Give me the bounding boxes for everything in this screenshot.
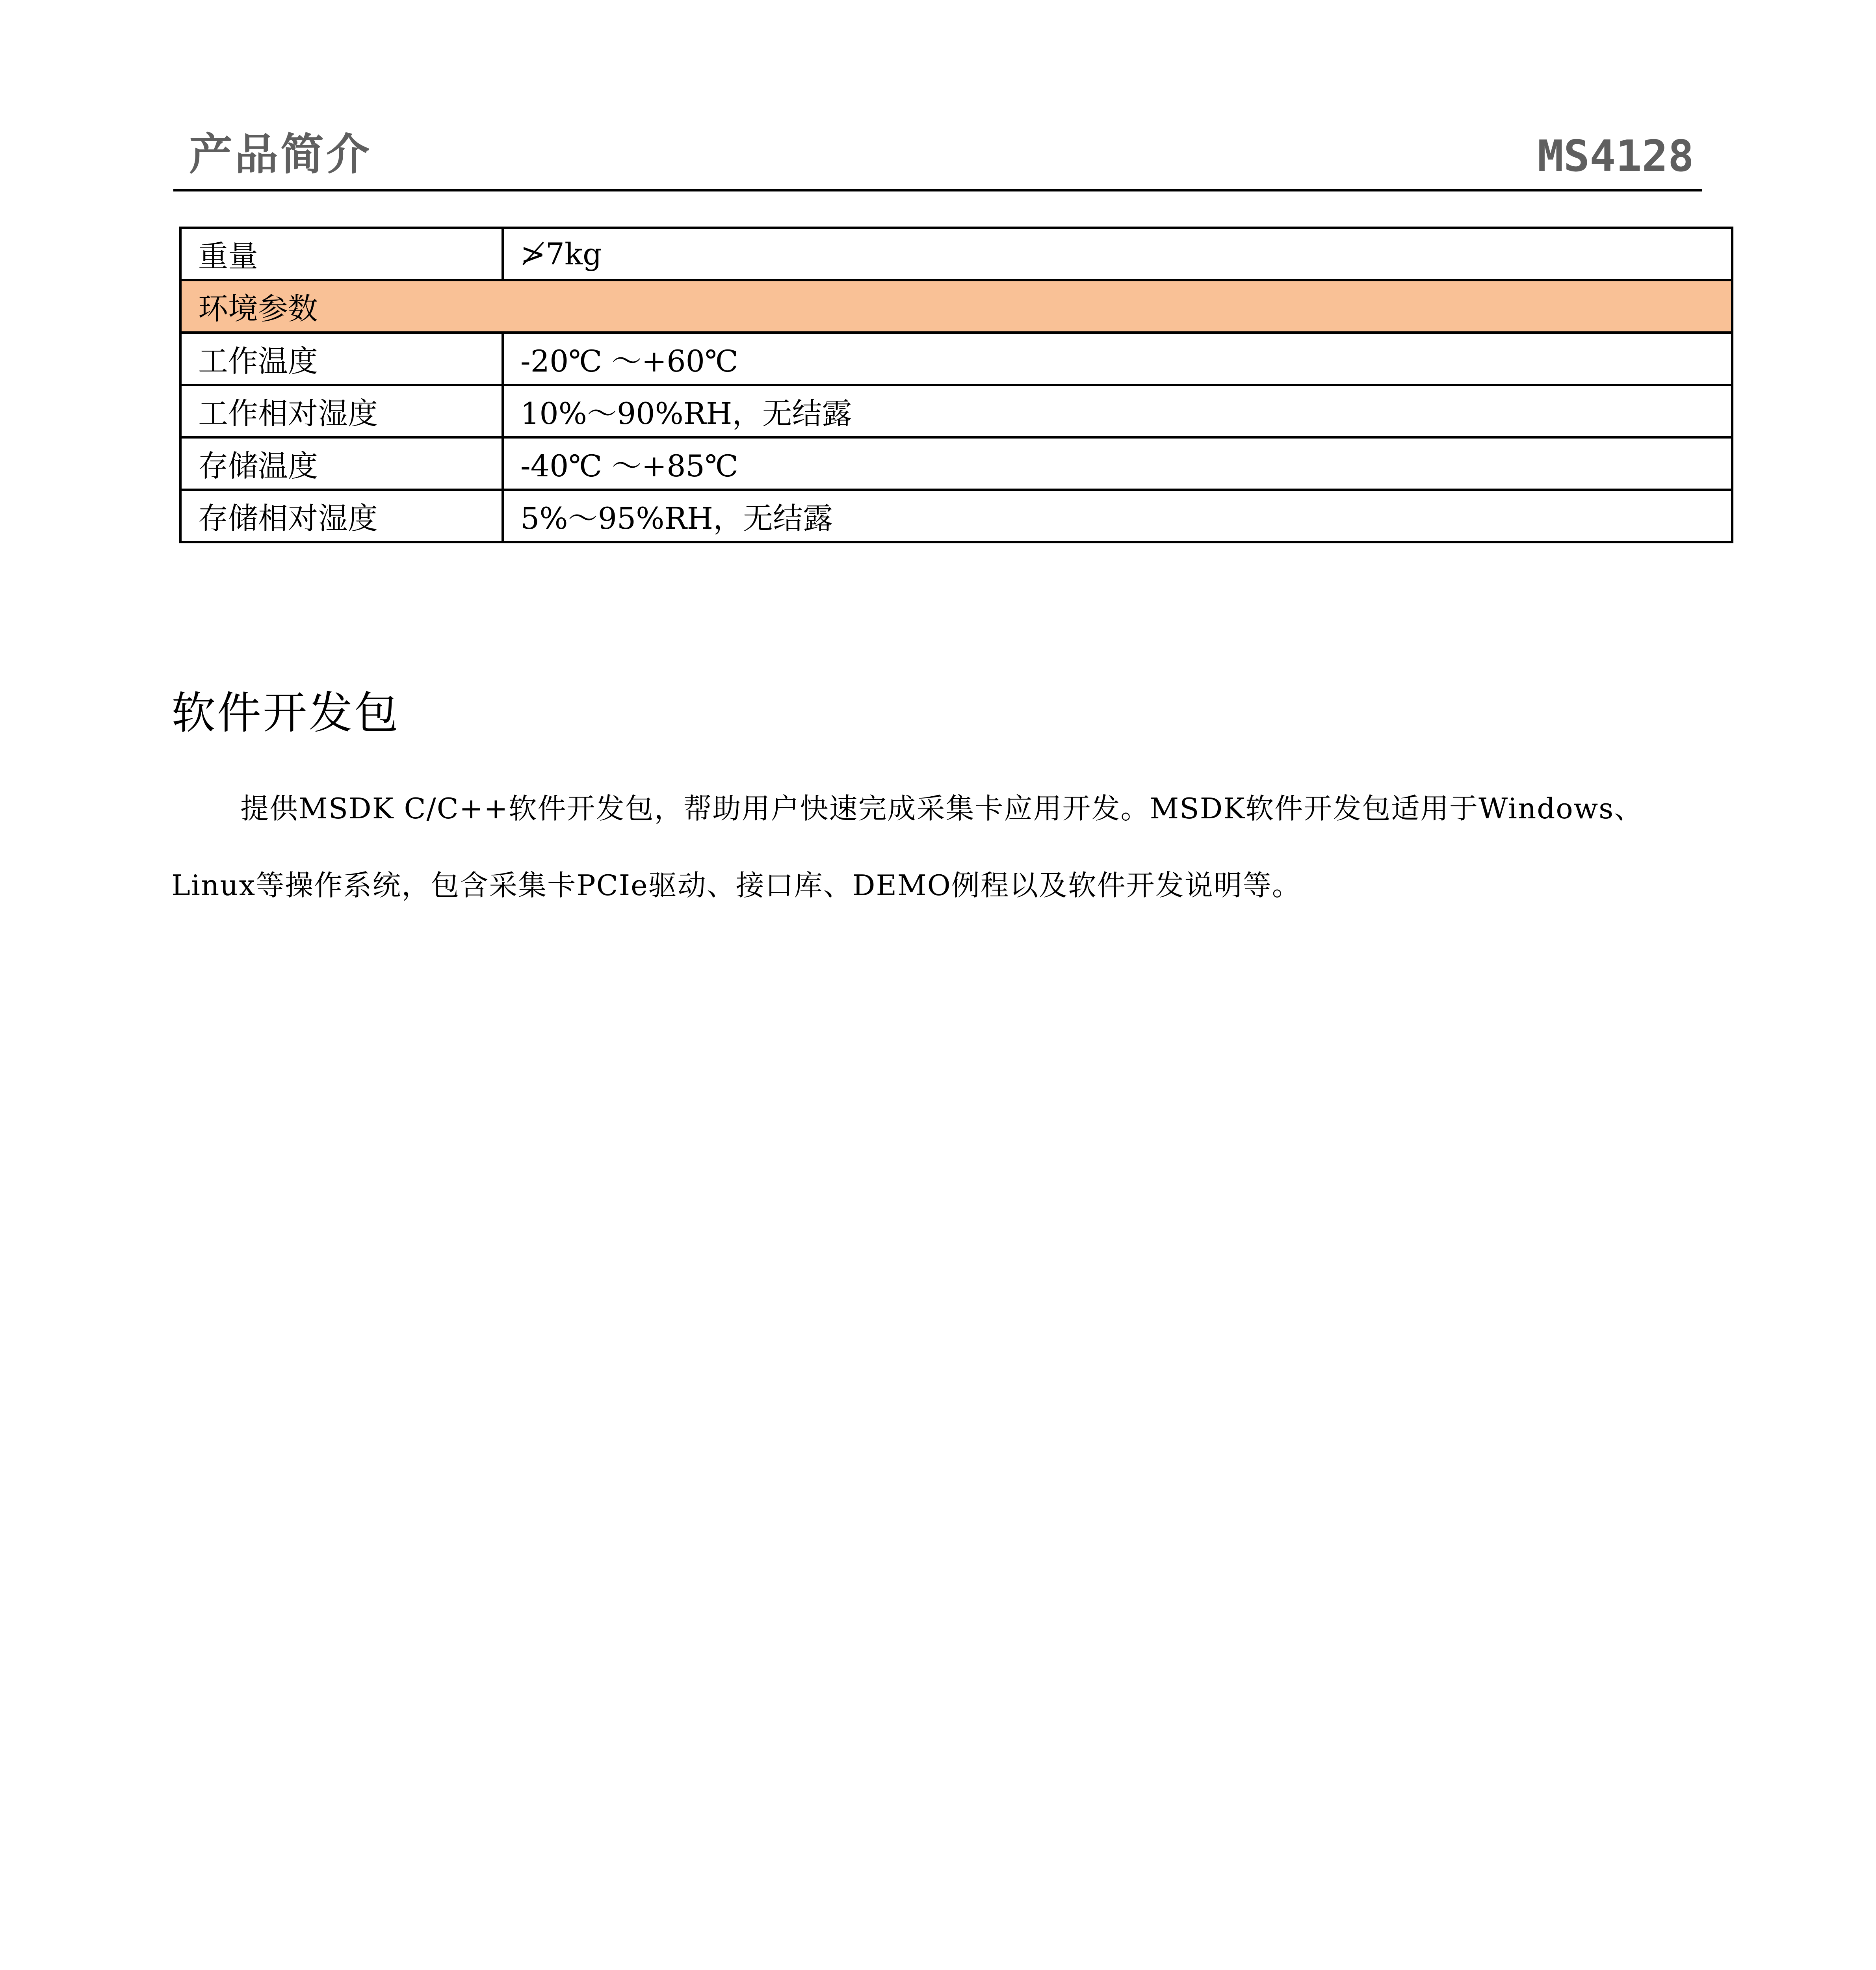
sdk-section-heading: 软件开发包: [171, 688, 400, 739]
spec-value: 5%～95%RH，无结露: [503, 490, 1732, 542]
spec-label: 工作温度: [180, 333, 503, 385]
page-header: [173, 130, 1702, 191]
spec-value: -40℃ ～+85℃: [503, 437, 1732, 490]
header-model-number: MS4128: [1537, 131, 1694, 181]
header-title: 产品简介: [189, 129, 372, 180]
spec-label: 工作相对湿度: [180, 385, 503, 437]
sdk-description-paragraph: 提供MSDK C/C++软件开发包，帮助用户快速完成采集卡应用开发。MSDK软件开发包适用于Windows、Linux等操作系统，包含采集卡PCIe驱动、接口库、DEMO例程以及软件开发说明等。: [171, 792, 1644, 902]
spec-label: 重量: [180, 228, 503, 280]
spec-value: -20℃ ～+60℃: [503, 333, 1732, 385]
table-row: [180, 333, 1732, 385]
spec-value: ≯7kg: [503, 228, 1732, 280]
table-section-row: [180, 280, 1732, 333]
table-row: [180, 228, 1732, 280]
spec-label: 存储温度: [180, 437, 503, 490]
section-label: 环境参数: [180, 280, 1732, 333]
table-row: [180, 490, 1732, 542]
table-row: [180, 437, 1732, 490]
spec-value: 10%～90%RH，无结露: [503, 385, 1732, 437]
spec-label: 存储相对湿度: [180, 490, 503, 542]
spec-table: [179, 227, 1733, 543]
table-row: [180, 385, 1732, 437]
